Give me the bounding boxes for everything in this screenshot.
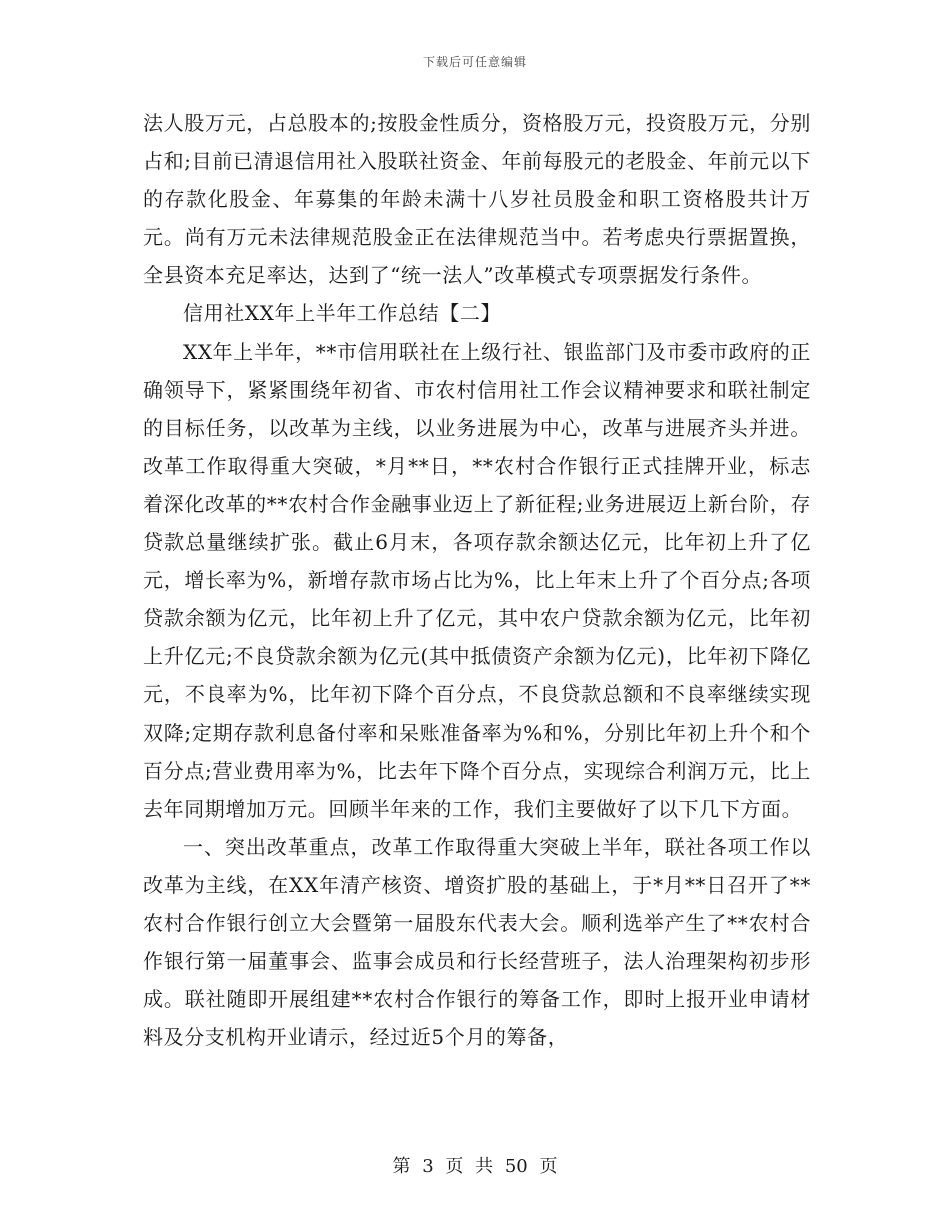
- paragraph-continued: 法人股万元，占总股本的;按股金性质分，资格股万元，投资股万元，分别占和;目前已清退信用社入股联社资金、年前每股元的老股金、年前元以下的存款化股金、年募集的年龄未满十八岁社员股金和职工资格股共计万元。尚有万元未法律规范股金正在法律规范当中。若考虑央行票据置换，全县资本充足率达，达到了“统一法人”改革模式专项票据发行条件。: [143, 111, 811, 288]
- page-header: 下载后可任意编辑: [422, 55, 527, 69]
- paragraph-reform: 一、突出改革重点，改革工作取得重大突破上半年，联社各项工作以改革为主线，在XX年清产核资、增资扩股的基础上，于*月**日召开了**农村合作银行创立大会暨第一届股东代表大会。顺利选举产生了**农村合作银行第一届董事会、监事会成员和行长经营班子，法人治理架构初步形成。联社随即开展组建**农村合作银行的筹备工作，即时上报开业申请材料及分支机构开业请示，经过近5个月的筹备，: [143, 834, 811, 1050]
- paragraph-overview: XX年上半年，**市信用联社在上级行社、银监部门及市委市政府的正确领导下，紧紧围绕年初省、市农村信用社工作会议精神要求和联社制定的目标任务，以改革为主线，以业务进展为中心，改革与进展齐头并进。改革工作取得重大突破，*月**日，**农村合作银行正式挂牌开业，标志着深化改革的**农村合作金融事业迈上了新征程;业务进展迈上新台阶，存贷款总量继续扩张。截止6月末，各项存款余额达亿元，比年初上升了亿元，增长率为%，新增存款市场占比为%，比上年末上升了个百分点;各项贷款余额为亿元，比年初上升了亿元，其中农户贷款余额为亿元，比年初上升亿元;不良贷款余额为亿元(其中抵债资产余额为亿元)，比年初下降亿元，不良率为%，比年初下降个百分点，不良贷款总额和不良率继续实现双降;定期存款利息备付率和呆账准备率为%和%，分别比年初上升个和个百分点;营业费用率为%，比去年下降个百分点，实现综合利润万元，比上去年同期增加万元。回顾半年来的工作，我们主要做好了以下几下方面。: [143, 339, 812, 821]
- page-number-footer: 第 3 页 共 50 页: [392, 1156, 558, 1177]
- section-title: 信用社XX年上半年工作总结【二】: [183, 301, 502, 326]
- document-body: [143, 104, 811, 1056]
